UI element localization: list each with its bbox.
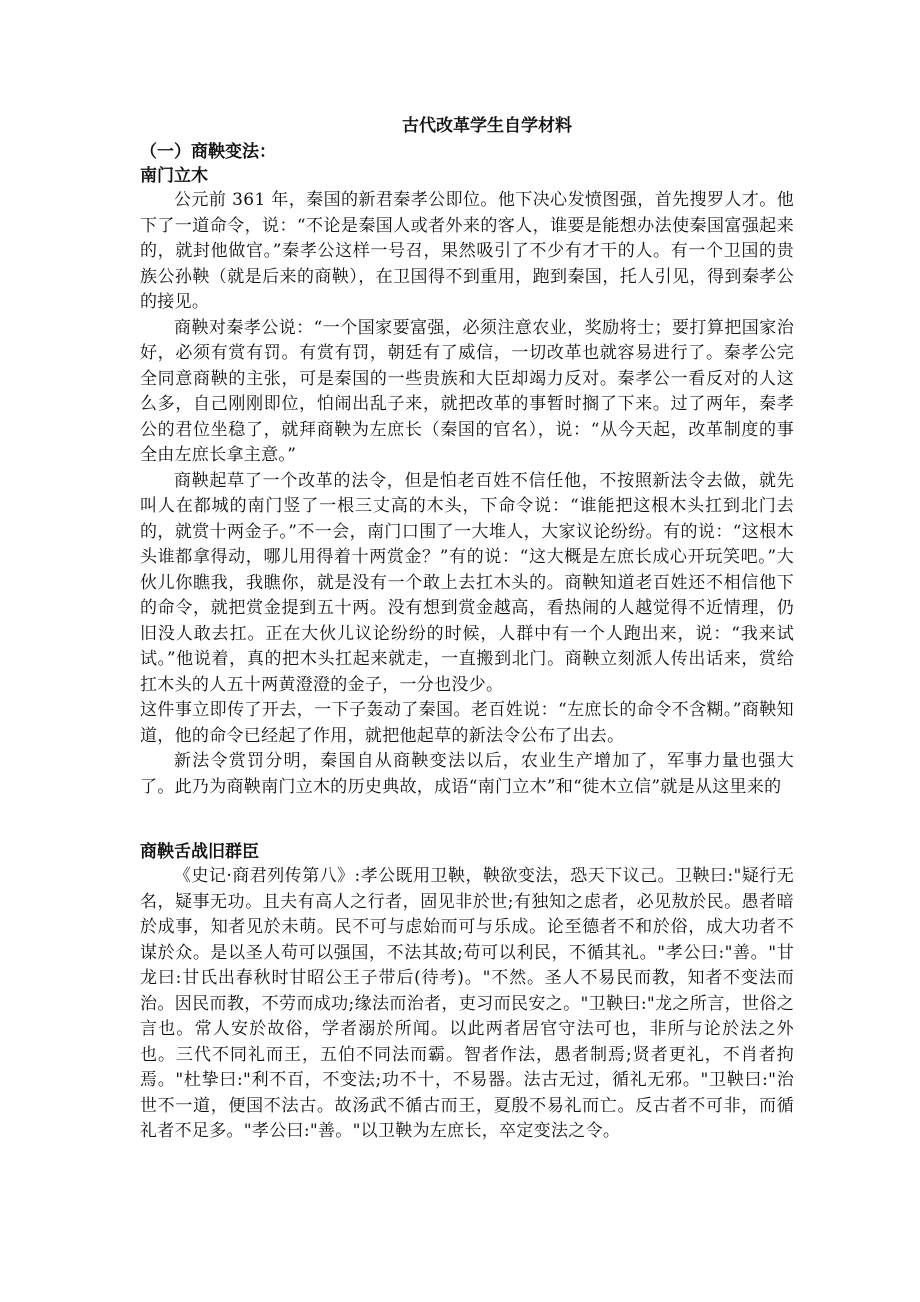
subheading-south-gate-pole: 南门立木 [140, 166, 208, 186]
document-title: 古代改革学生自学材料 [402, 116, 572, 136]
paragraph: 商鞅起草了一个改革的法令，但是怕老百姓不信任他，不按照新法令去做，就先叫人在都城的南门竖了一根三丈高的木头，下命令说：“谁能把这根木头扛到北门去的，就赏十两金子。”不一会，南门口围了一大堆人，大家议论纷纷。有的说：“这根木头谁都拿得动，哪儿用得着十两赏金？”有的说：“这大概是左庶长成心开玩笑吧。”大伙儿你瞧我，我瞧你，就是没有一个敢上去扛木头的。商鞅知道老百姓还不相信他下的命令，就把赏金提到五十两。没有想到赏金越高，看热闹的人越觉得不近情理，仍旧没人敢去扛。正在大伙儿议论纷纷的时候，人群中有一个人跑出来，说：“我来试试。”他说着，真的把木头扛起来就走，一直搬到北门。商鞅立刻派人传出话来，赏给扛木头的人五十两黄澄澄的金子，一分也没少。 [140, 470, 794, 695]
subheading-debate-with-ministers: 商鞅舌战旧群臣 [140, 842, 259, 862]
paragraph: 《史记·商君列传第八》:孝公既用卫鞅，鞅欲变法，恐天下议己。卫鞅曰:"疑行无名，疑事无功。且夫有高人之行者，固见非於世;有独知之虑者，必见敖於民。愚者暗於成事，知者见於未萌。民不可与虑始而可与乐成。论至德者不和於俗，成大功者不谋於众。是以圣人苟可以强国，不法其故;苟可以利民，不循其礼。"孝公曰:"善。"甘龙曰:甘氏出春秋时甘昭公王子带后(待考)。"不然。圣人不易民而教，知者不变法而治。因民而教，不劳而成功;缘法而治者，吏习而民安之。"卫鞅曰:"龙之所言，世俗之言也。常人安於故俗，学者溺於所闻。以此两者居官守法可也，非所与论於法之外也。三代不同礼而王，五伯不同法而霸。智者作法，愚者制焉;贤者更礼，不肖者拘焉。"杜挚曰:"利不百，不变法;功不十，不易器。法古无过，循礼无邪。"卫鞅曰:"治世不一道，便国不法古。故汤武不循古而王，夏殷不易礼而亡。反古者不可非，而循礼者不足多。"孝公曰:"善。"以卫鞅为左庶长，卒定变法之令。 [140, 866, 794, 1141]
document-page [140, 112, 794, 1145]
paragraph: 商鞅对秦孝公说：“一个国家要富强，必须注意农业，奖励将士；要打算把国家治好，必须有赏有罚。有赏有罚，朝廷有了威信，一切改革也就容易进行了。秦孝公完全同意商鞅的主张，可是秦国的一些贵族和大臣却竭力反对。秦孝公一看反对的人这么多，自己刚刚即位，怕闹出乱子来，就把改革的事暂时搁了下来。过了两年，秦孝公的君位坐稳了，就拜商鞅为左庶长（秦国的官名），说：“从今天起，改革制度的事全由左庶长拿主意。” [140, 317, 794, 465]
paragraph: 这件事立即传了开去，一下子轰动了秦国。老百姓说：“左庶长的命令不含糊。”商鞅知道，他的命令已经起了作用，就把他起草的新法令公布了出去。 [140, 700, 794, 746]
paragraph: 公元前 361 年，秦国的新君秦孝公即位。他下决心发愤图强，首先搜罗人才。他下了一道命令，说：“不论是秦国人或者外来的客人，谁要是能想办法使秦国富强起来的，就封他做官。”秦孝公这样一号召，果然吸引了不少有才干的人。有一个卫国的贵族公孙鞅（就是后来的商鞅），在卫国得不到重用，跑到秦国，托人引见，得到秦孝公的接见。 [140, 190, 794, 312]
spacer [140, 800, 794, 840]
section-heading-shang-yang-reform: （一）商鞅变法： [140, 142, 276, 162]
paragraph: 新法令赏罚分明，秦国自从商鞅变法以后，农业生产增加了，军事力量也强大了。此乃为商鞅南门立木的历史典故，成语“南门立木”和“徙木立信”就是从这里来的 [140, 751, 794, 797]
